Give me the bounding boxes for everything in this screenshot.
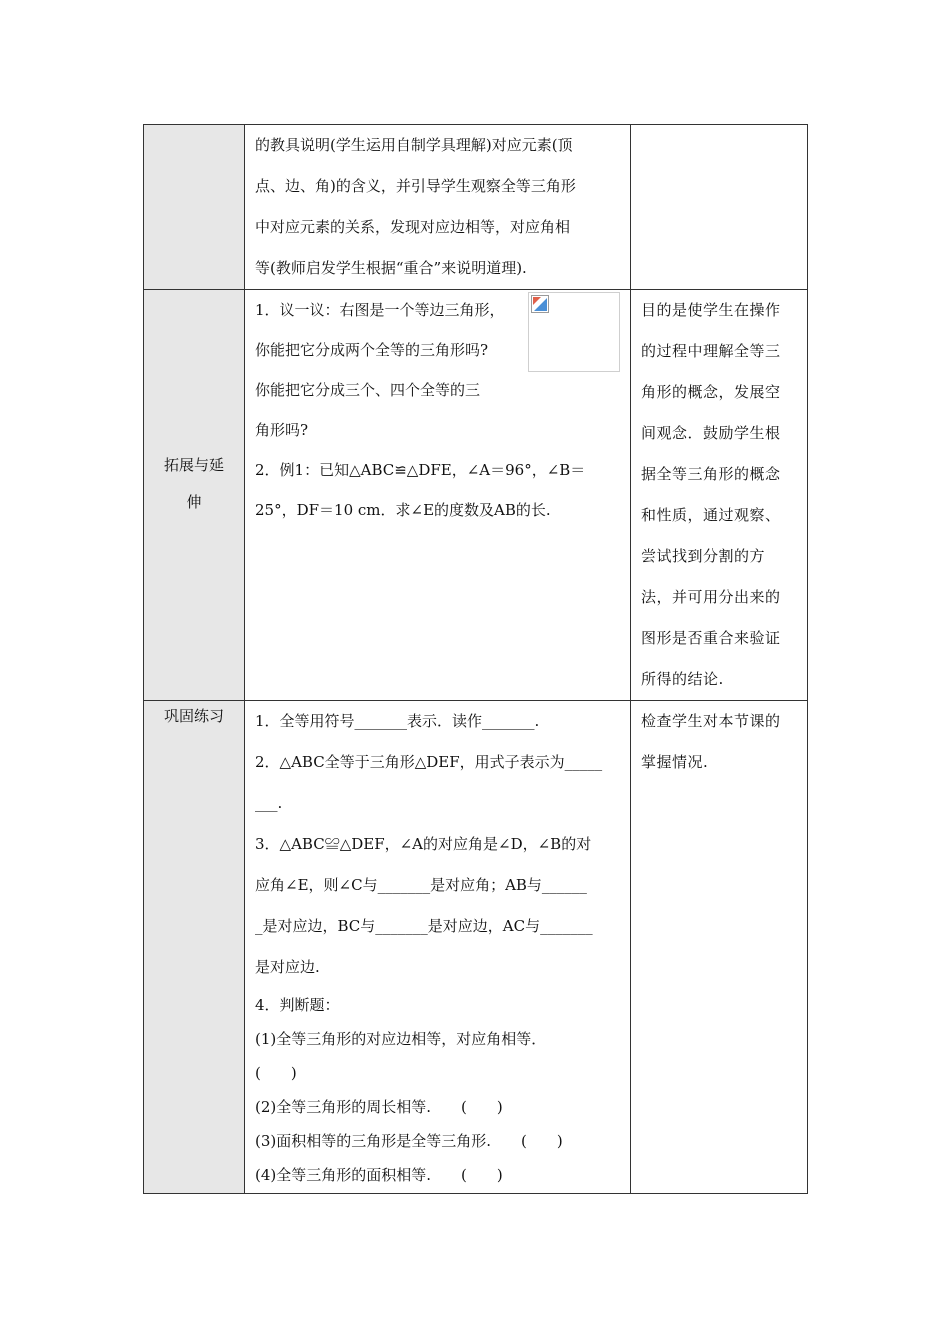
content-line: 你能把它分成三个、四个全等的三 bbox=[255, 381, 481, 399]
content-line: 中对应元素的关系，发现对应边相等，对应角相 bbox=[255, 218, 571, 236]
note-line: 据全等三角形的概念 bbox=[641, 465, 781, 483]
row-label-cell bbox=[144, 701, 245, 1194]
note-line: 掌握情况. bbox=[641, 753, 709, 771]
content-line: 点、边、角)的含义，并引导学生观察全等三角形 bbox=[255, 177, 576, 195]
row-label: 拓展与延 bbox=[163, 456, 224, 474]
row-label: 巩固练习 bbox=[163, 707, 224, 725]
content-line: 2．△ABC全等于三角形△DEF，用式子表示为_____ bbox=[255, 753, 603, 771]
content-line: _是对应边，BC与_______是对应边，AC与_______ bbox=[255, 917, 593, 935]
content-line: (3)面积相等的三角形是全等三角形. ( ) bbox=[255, 1132, 563, 1150]
content-line: (4)全等三角形的面积相等. ( ) bbox=[255, 1166, 503, 1184]
broken-image-icon bbox=[531, 295, 549, 313]
content-line: 2．例1：已知△ABC≌△DFE，∠A＝96°，∠B＝ bbox=[255, 461, 586, 479]
row-label: 伸 bbox=[186, 493, 202, 511]
note-line: 角形的概念，发展空 bbox=[641, 383, 781, 401]
note-line: 图形是否重合来验证 bbox=[641, 629, 781, 647]
content-line: 25°，DF＝10 cm．求∠E的度数及AB的长. bbox=[255, 501, 551, 519]
row-label-cell bbox=[144, 125, 245, 290]
content-line: (2)全等三角形的周长相等. ( ) bbox=[255, 1098, 503, 1116]
content-line: (1)全等三角形的对应边相等，对应角相等． bbox=[255, 1030, 547, 1048]
content-cell bbox=[245, 125, 631, 290]
content-cell bbox=[245, 701, 631, 1194]
content-line: 3．△ABC≌△DEF，∠A的对应角是∠D，∠B的对 bbox=[255, 835, 592, 853]
equilateral-triangle-figure bbox=[528, 292, 620, 372]
content-line: ___. bbox=[255, 794, 283, 812]
table-row bbox=[144, 125, 808, 290]
note-line: 法，并可用分出来的 bbox=[641, 588, 781, 606]
note-cell bbox=[631, 125, 808, 290]
content-line: 等(教师启发学生根据“重合”来说明道理). bbox=[255, 259, 527, 277]
content-line: 是对应边. bbox=[255, 958, 320, 976]
note-line: 尝试找到分割的方 bbox=[641, 547, 766, 565]
lesson-plan-table bbox=[143, 124, 808, 1194]
note-cell bbox=[631, 701, 808, 1194]
row-label-cell bbox=[144, 290, 245, 701]
note-line: 间观念．鼓励学生根 bbox=[641, 424, 781, 442]
content-line: 的教具说明(学生运用自制学具理解)对应元素(顶 bbox=[255, 136, 573, 154]
note-cell bbox=[631, 290, 808, 701]
content-line: 4．判断题： bbox=[255, 996, 340, 1014]
table-row bbox=[144, 701, 808, 1194]
table-row bbox=[144, 290, 808, 701]
content-line: 你能把它分成两个全等的三角形吗? bbox=[255, 341, 489, 359]
note-line: 的过程中理解全等三 bbox=[641, 342, 781, 360]
note-line: 和性质，通过观察、 bbox=[641, 506, 781, 524]
content-line: 1．全等用符号_______表示．读作_______. bbox=[255, 712, 540, 730]
note-line: 所得的结论. bbox=[641, 670, 724, 688]
note-line: 检查学生对本节课的 bbox=[641, 712, 781, 730]
content-line: 1．议一议：右图是一个等边三角形， bbox=[255, 301, 505, 319]
content-line: 角形吗? bbox=[255, 421, 309, 439]
note-line: 目的是使学生在操作 bbox=[641, 301, 781, 319]
content-line: 应角∠E，则∠C与_______是对应角；AB与______ bbox=[255, 876, 587, 894]
content-line: ( ) bbox=[255, 1064, 297, 1082]
